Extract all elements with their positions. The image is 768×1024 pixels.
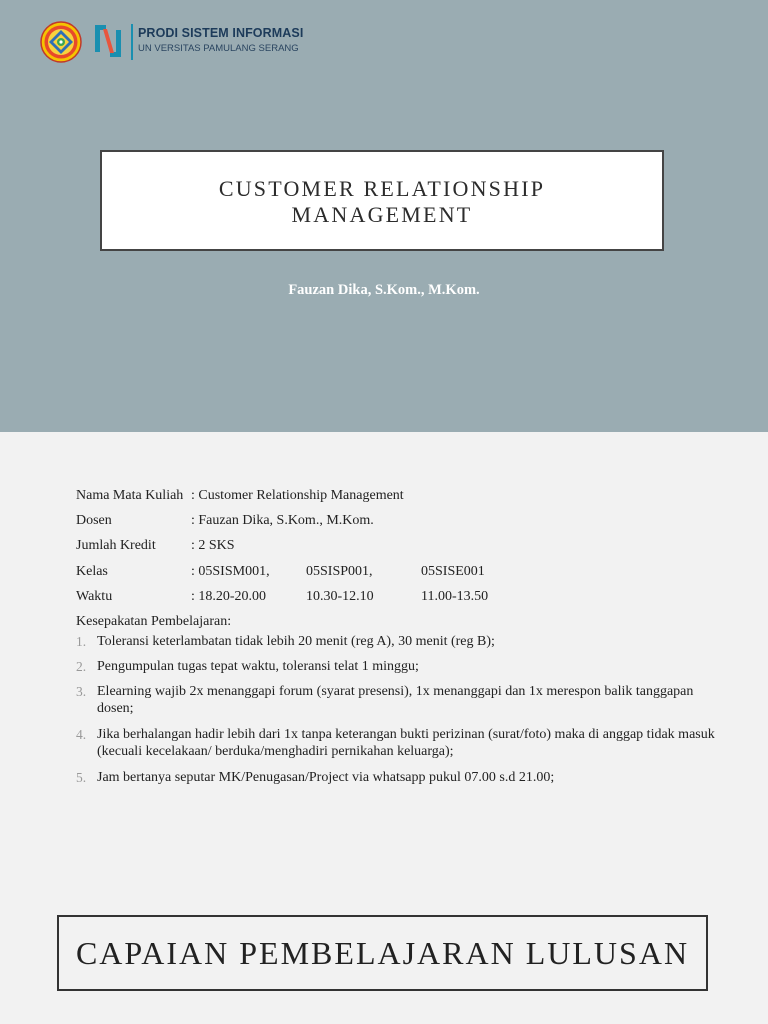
lecturer-value: : Fauzan Dika, S.Kom., M.Kom. [191, 513, 374, 529]
list-item [76, 658, 726, 683]
time-value: : 18.20-20.00 [191, 588, 267, 604]
class-value: 05SISP001, [306, 563, 373, 579]
list-number: 2. [76, 659, 87, 674]
list-number: 4. [76, 727, 87, 742]
list-item [76, 726, 726, 769]
class-value: : 05SISM001, [191, 563, 270, 579]
credits-row [76, 533, 726, 558]
sistem-informasi-logo-icon [92, 22, 124, 60]
course-title: CUSTOMER RELATIONSHIP MANAGEMENT [218, 175, 546, 227]
class-value: 05SISE001 [421, 563, 485, 579]
agreement-label: Kesepakatan Pembelajaran: [76, 613, 232, 629]
prodi-name: PRODI SISTEM INFORMASI [138, 26, 304, 40]
list-text: Toleransi keterlambatan tidak lebih 20 menit (reg A), 30 menit (reg B); [97, 634, 495, 649]
class-label: Kelas [76, 563, 108, 579]
list-text: Elearning wajib 2x menanggapi forum (syarat presensi), 1x menanggapi dan 1x merespon balik tanggapan dosen; [97, 684, 694, 716]
list-number: 1. [76, 634, 87, 649]
course-name-row [76, 483, 726, 508]
list-item [76, 633, 726, 658]
list-number: 5. [76, 770, 87, 785]
list-text: Pengumpulan tugas tepat waktu, toleransi telat 1 minggu; [97, 659, 419, 674]
list-item [76, 683, 726, 726]
class-row [76, 559, 726, 584]
lecturer-row [76, 508, 726, 533]
course-name-label: Nama Mata Kuliah [76, 488, 184, 503]
time-row [76, 584, 726, 609]
time-label: Waktu [76, 588, 113, 604]
time-value: 11.00-13.50 [421, 588, 489, 604]
university-name: UN VERSITAS PAMULANG SERANG [138, 43, 299, 54]
section-title-box [57, 915, 708, 991]
credits-value: : 2 SKS [191, 538, 235, 554]
course-info [76, 483, 726, 634]
time-value: 10.30-12.10 [306, 588, 374, 604]
course-name-value: : Customer Relationship Management [191, 488, 404, 503]
section-title: CAPAIAN PEMBELAJARAN LULUSAN [75, 934, 690, 971]
list-text: Jam bertanya seputar MK/Penugasan/Project via whatsapp pukul 07.00 s.d 21.00; [97, 770, 555, 785]
list-number: 3. [76, 684, 87, 699]
title-slide [0, 0, 768, 432]
title-box [100, 150, 664, 251]
lecturer-label: Dosen [76, 513, 112, 529]
credits-label: Jumlah Kredit [76, 538, 156, 554]
list-text: Jika berhalangan hadir lebih dari 1x tanpa keterangan bukti perizinan (surat/foto) maka di anggap tidak masuk (kecuali kecelakaan/ berduka/menghadiri pernikahan keluarga); [97, 727, 715, 759]
list-item [76, 769, 726, 789]
agreement-list [76, 633, 726, 789]
logo-divider [131, 24, 133, 60]
university-logo-icon [40, 21, 82, 63]
presenter-name: Fauzan Dika, S.Kom., M.Kom. [288, 282, 480, 298]
